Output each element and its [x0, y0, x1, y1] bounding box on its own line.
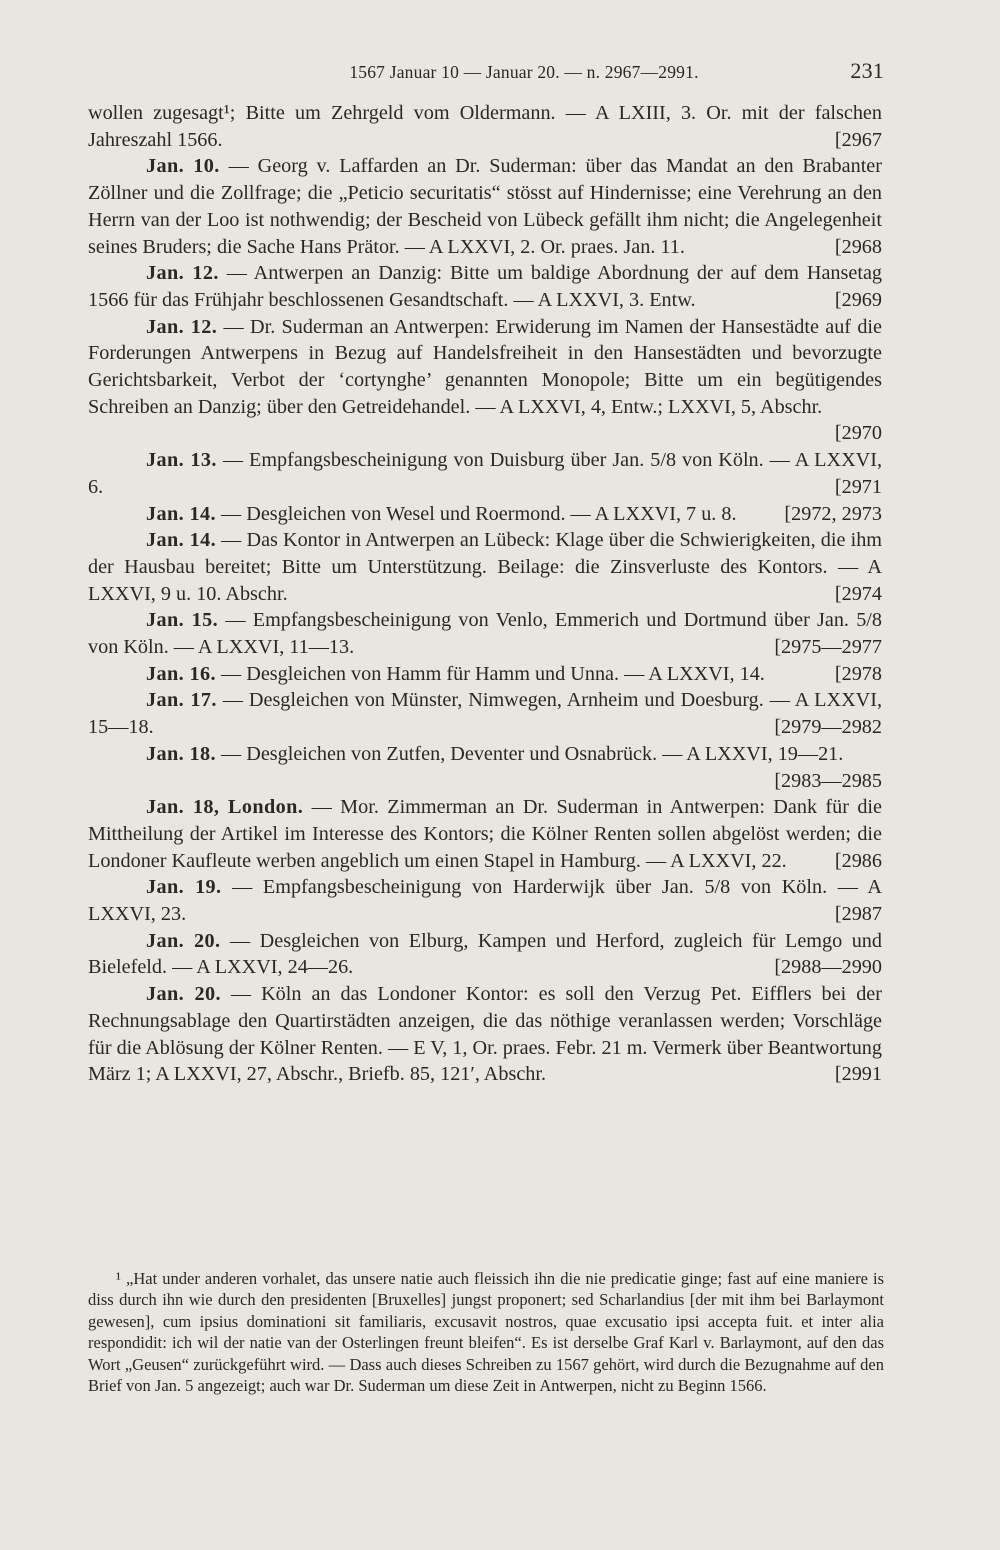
- regest-body: — Empfangsbescheinigung von Harderwijk über Jan. 5/8 von Köln. — A LXXVI, 23.: [88, 876, 883, 926]
- regest-date: Jan. 16.: [146, 662, 216, 685]
- regest-text: [88, 741, 882, 768]
- regest-text: [88, 501, 882, 528]
- regest-number-text: [2988—2990: [766, 956, 882, 978]
- regest-number-text: [2975—2977: [766, 636, 882, 658]
- regest-number-text: [2983—2985: [766, 770, 882, 792]
- regest-entry: [88, 981, 882, 1088]
- regest-number-text: [2986: [827, 850, 882, 872]
- regest-body: — Mor. Zimmerman an Dr. Suderman in Antwerpen: Dank für die Mittheilung der Artikel im Interesse des Kontors; die Kölner Renten sollen abgelöst werden; die Londoner Kaufleute werben angeblich um einen Stapel in Hamburg. — A LXXVI, 22.: [88, 796, 882, 872]
- regest-number-text: [2972, 2973: [776, 503, 882, 525]
- regest-entry: [88, 794, 882, 874]
- regest-entry: [88, 687, 882, 740]
- regest-date: Jan. 17.: [146, 689, 217, 712]
- regest-date: Jan. 18, London.: [146, 796, 304, 819]
- regest-entry: [88, 527, 882, 607]
- regest-body: — Desgleichen von Zutfen, Deventer und Osnabrück. — A LXXVI, 19—21.: [221, 742, 844, 765]
- regest-text: [88, 687, 882, 740]
- regest-date: Jan. 20.: [146, 983, 221, 1006]
- regest-number-text: [2968: [827, 236, 882, 258]
- page-number: 231: [850, 58, 884, 83]
- regest-text: [88, 314, 882, 421]
- regest-entry: [88, 501, 882, 528]
- regest-body: — Desgleichen von Hamm für Hamm und Unna. — A LXXVI, 14.: [221, 662, 765, 685]
- regest-text: [88, 100, 882, 153]
- regest-number-text: [2978: [827, 663, 882, 685]
- regest-entry: [88, 314, 882, 448]
- regest-date: Jan. 13.: [146, 449, 217, 472]
- regest-entry: [88, 447, 882, 500]
- regest-text: [88, 928, 882, 981]
- regest-body: wollen zugesagt¹; Bitte um Zehrgeld vom Oldermann. — A LXIII, 3. Or. mit der falschen Jahreszahl 1566.: [88, 102, 882, 151]
- regest-date: Jan. 20.: [146, 929, 221, 952]
- regest-entry: [88, 260, 882, 313]
- regest-entry: [88, 153, 882, 260]
- regest-number: [88, 768, 882, 795]
- regest-body: — Dr. Suderman an Antwerpen: Erwiderung im Namen der Hansestädte auf die Forderungen Antwerpens in Bezug auf Handelsfreiheit in den Hansestädten und bevorzugte Gerichtsbarkeit, Verbot der ‘cortynghe’ genannten Monopole; Bitte um ein begütigendes Schreiben an Danzig; über den Getreidehandel. — A LXXVI, 4, Entw.; LXXVI, 5, Abschr.: [88, 315, 882, 418]
- regest-text: [88, 153, 882, 260]
- regesta-list: [88, 100, 882, 1088]
- regest-body: — Köln an das Londoner Kontor: es soll den Verzug Pet. Eifflers bei der Rechnungsablage den Quartirstädten anzeigen, die das nöthige veranlassen werden; Vorschläge für die Ablösung der Kölner Renten. — E V, 1, Or. praes. Febr. 21 m. Vermerk über Beantwortung März 1; A LXXVI, 27, Abschr., Briefb. 85, 121′, Abschr.: [88, 983, 882, 1086]
- regest-number-text: [2970: [827, 422, 882, 444]
- footnote-text: ¹ „Hat under anderen vorhalet, das unsere natie auch fleissich ihn die nie predicatie ginge; fast auf eine maniere is diss durch ihn wie durch den presidenten [Bruxelles] jungst proponert; sed Scharlandius [der mit ihm bei Barlaymont gewesen], cum ipsius dominationi sit familiaris, excusavit nostros, quae excusatio ipsi accepta fuit. et inter alia respondidit: ich wil der natie van der Osterlingen freunt bleifen“. Es ist derselbe Graf Karl v. Barlaymont, auf den das Wort „Geusen“ zurückgeführt wird. — Dass auch dieses Schreiben zu 1567 gehört, wird durch die Bezugnahme auf den Brief von Jan. 5 angezeigt; auch war Dr. Suderman um diese Zeit in Antwerpen, nicht zu Beginn 1566.: [88, 1269, 884, 1396]
- regest-date: Jan. 14.: [146, 529, 217, 552]
- regest-number-text: [2971: [827, 476, 882, 498]
- regest-number-text: [2987: [827, 903, 882, 925]
- regest-number-text: [2967: [827, 129, 882, 151]
- regest-entry: [88, 100, 882, 153]
- regest-text: [88, 607, 882, 660]
- regest-entry: [88, 741, 882, 794]
- regest-date: Jan. 12.: [146, 262, 219, 285]
- regest-body: — Antwerpen an Danzig: Bitte um baldige Abordnung der auf dem Hansetag 1566 für das Frühjahr beschlossenen Gesandtschaft. — A LXXVI, 3. Entw.: [88, 262, 883, 311]
- regest-entry: [88, 928, 882, 981]
- regest-body: — Georg v. Laffarden an Dr. Suderman: über das Mandat an den Brabanter Zöllner und die Zollfrage; die „Peticio securitatis“ stösst auf Hindernisse; eine Verehrung an den Herrn van der Loo ist nothwendig; der Bescheid von Lübeck gefällt ihm nicht; die Angelegenheit seines Bruders; die Sache Hans Prätor. — A LXXVI, 2. Or. praes. Jan. 11.: [88, 155, 882, 258]
- regest-text: [88, 527, 882, 607]
- regest-body: — Desgleichen von Wesel und Roermond. — A LXXVI, 7 u. 8.: [221, 502, 737, 525]
- regest-text: [88, 874, 882, 927]
- regest-date: Jan. 10.: [146, 155, 220, 178]
- regest-text: [88, 447, 882, 500]
- regest-date: Jan. 15.: [146, 609, 219, 632]
- page-header: [88, 58, 884, 88]
- regest-number-text: [2979—2982: [766, 716, 882, 738]
- regest-number-text: [2974: [827, 583, 882, 605]
- regest-body: — Empfangsbescheinigung von Venlo, Emmerich und Dortmund über Jan. 5/8 von Köln. — A LXXVI, 11—13.: [88, 609, 882, 659]
- regest-number-text: [2991: [827, 1063, 882, 1085]
- regest-entry: [88, 661, 882, 688]
- regest-text: [88, 794, 882, 874]
- running-title: 1567 Januar 10 — Januar 20. — n. 2967—2991.: [349, 62, 699, 82]
- regest-text: [88, 661, 882, 688]
- regest-date: Jan. 18.: [146, 742, 216, 765]
- regest-text: [88, 981, 882, 1088]
- regest-entry: [88, 607, 882, 660]
- regest-body: — Das Kontor in Antwerpen an Lübeck: Klage über die Schwierigkeiten, die ihm der Hausbau bereitet; Bitte um Unterstützung. Beilage: die Zinsverluste des Kontors. — A LXXVI, 9 u. 10. Abschr.: [88, 529, 883, 605]
- regest-number-text: [2969: [827, 289, 882, 311]
- footnote: [88, 1268, 884, 1396]
- regest-body: — Desgleichen von Elburg, Kampen und Herford, zugleich für Lemgo und Bielefeld. — A LXXVI, 24—26.: [88, 929, 882, 979]
- regest-text: [88, 260, 882, 313]
- regest-number: [88, 420, 882, 447]
- regest-date: Jan. 12.: [146, 315, 218, 338]
- regest-date: Jan. 14.: [146, 502, 216, 525]
- regest-entry: [88, 874, 882, 927]
- regest-body: — Desgleichen von Münster, Nimwegen, Arnheim und Doesburg. — A LXXVI, 15—18.: [88, 689, 882, 739]
- regest-body: — Empfangsbescheinigung von Duisburg über Jan. 5/8 von Köln. — A LXXVI, 6.: [88, 449, 882, 498]
- regest-date: Jan. 19.: [146, 876, 222, 899]
